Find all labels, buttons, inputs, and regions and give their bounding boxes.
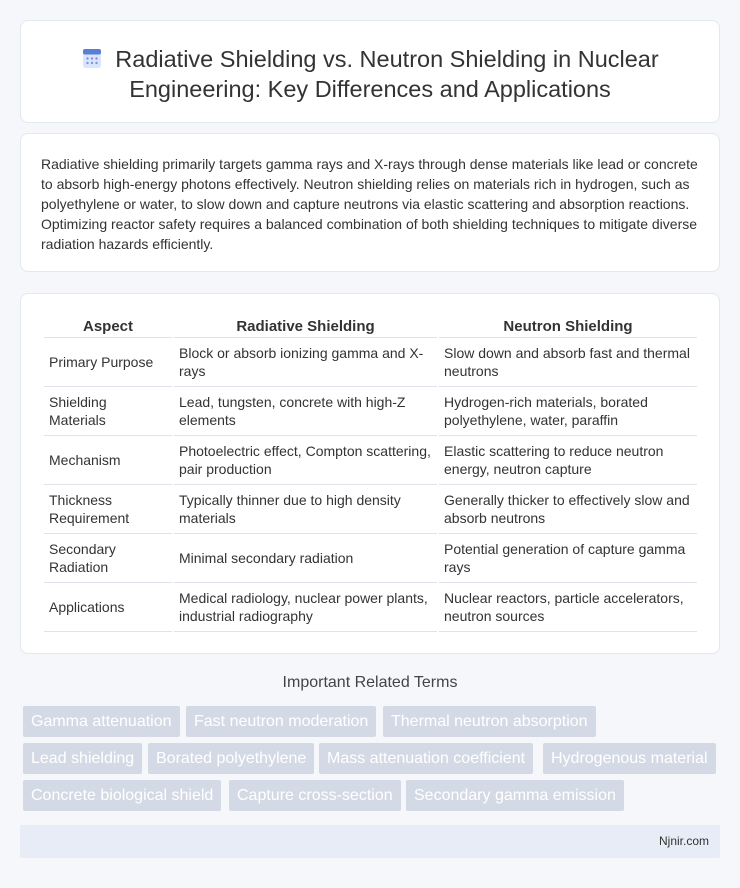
radiative-cell: Lead, tungsten, concrete with high-Z elements: [174, 387, 437, 436]
table-row: [44, 436, 697, 485]
aspect-cell: Thickness Requirement: [44, 485, 172, 534]
comparison-table: [42, 316, 699, 632]
term-tag[interactable]: Thermal neutron absorption: [383, 706, 596, 737]
column-header-radiative: Radiative Shielding: [174, 316, 437, 338]
table-row: [44, 338, 697, 387]
radiative-cell: Minimal secondary radiation: [174, 534, 437, 583]
neutron-cell: Elastic scattering to reduce neutron energy, neutron capture: [439, 436, 697, 485]
table-header-row: [44, 316, 697, 338]
term-tag[interactable]: Fast neutron moderation: [186, 706, 376, 737]
term-tag[interactable]: Lead shielding: [23, 743, 142, 774]
radiative-cell: Typically thinner due to high density materials: [174, 485, 437, 534]
title-card: [20, 20, 720, 123]
term-tag[interactable]: Borated polyethylene: [148, 743, 314, 774]
page-title-text: Radiative Shielding vs. Neutron Shielding in Nuclear Engineering: Key Differences and Applications: [115, 46, 659, 102]
radiative-cell: Photoelectric effect, Compton scattering, pair production: [174, 436, 437, 485]
term-tag[interactable]: Gamma attenuation: [23, 706, 180, 737]
table-row: [44, 387, 697, 436]
footer-bar: [20, 825, 720, 858]
aspect-cell: Primary Purpose: [44, 338, 172, 387]
intro-paragraph: Radiative shielding primarily targets gamma rays and X-rays through dense materials like lead or concrete to absorb high-energy photons effectively. Neutron shielding relies on materials rich in hydrogen, such as polyethylene or water, to slow down and capture neutrons via elastic scattering and absorption reactions. Optimizing reactor safety requires a balanced combination of both shielding techniques to mitigate diverse radiation hazards efficiently.: [41, 156, 698, 252]
neutron-cell: Slow down and absorb fast and thermal neutrons: [439, 338, 697, 387]
term-tag[interactable]: Secondary gamma emission: [406, 780, 624, 811]
column-header-neutron: Neutron Shielding: [439, 316, 697, 338]
neutron-cell: Hydrogen-rich materials, borated polyethylene, water, paraffin: [439, 387, 697, 436]
page-title: [21, 44, 719, 104]
related-terms-heading: Important Related Terms: [282, 674, 458, 691]
footer-site-name: Njnir.com: [658, 834, 709, 848]
table-row: [44, 583, 697, 632]
document-icon: [81, 47, 103, 69]
aspect-cell: Shielding Materials: [44, 387, 172, 436]
table-row: [44, 534, 697, 583]
radiative-cell: Block or absorb ionizing gamma and X-rays: [174, 338, 437, 387]
intro-card: [20, 133, 720, 272]
term-tag[interactable]: Hydrogenous material: [543, 743, 716, 774]
neutron-cell: Nuclear reactors, particle accelerators, neutron sources: [439, 583, 697, 632]
term-tag[interactable]: Mass attenuation coefficient: [319, 743, 533, 774]
column-header-aspect: Aspect: [44, 316, 172, 338]
aspect-cell: Mechanism: [44, 436, 172, 485]
neutron-cell: Potential generation of capture gamma rays: [439, 534, 697, 583]
term-tag[interactable]: Capture cross-section: [229, 780, 401, 811]
table-row: [44, 485, 697, 534]
radiative-cell: Medical radiology, nuclear power plants, industrial radiography: [174, 583, 437, 632]
term-tag[interactable]: Concrete biological shield: [23, 780, 221, 811]
aspect-cell: Applications: [44, 583, 172, 632]
comparison-card: [20, 293, 720, 654]
neutron-cell: Generally thicker to effectively slow and absorb neutrons: [439, 485, 697, 534]
aspect-cell: Secondary Radiation: [44, 534, 172, 583]
